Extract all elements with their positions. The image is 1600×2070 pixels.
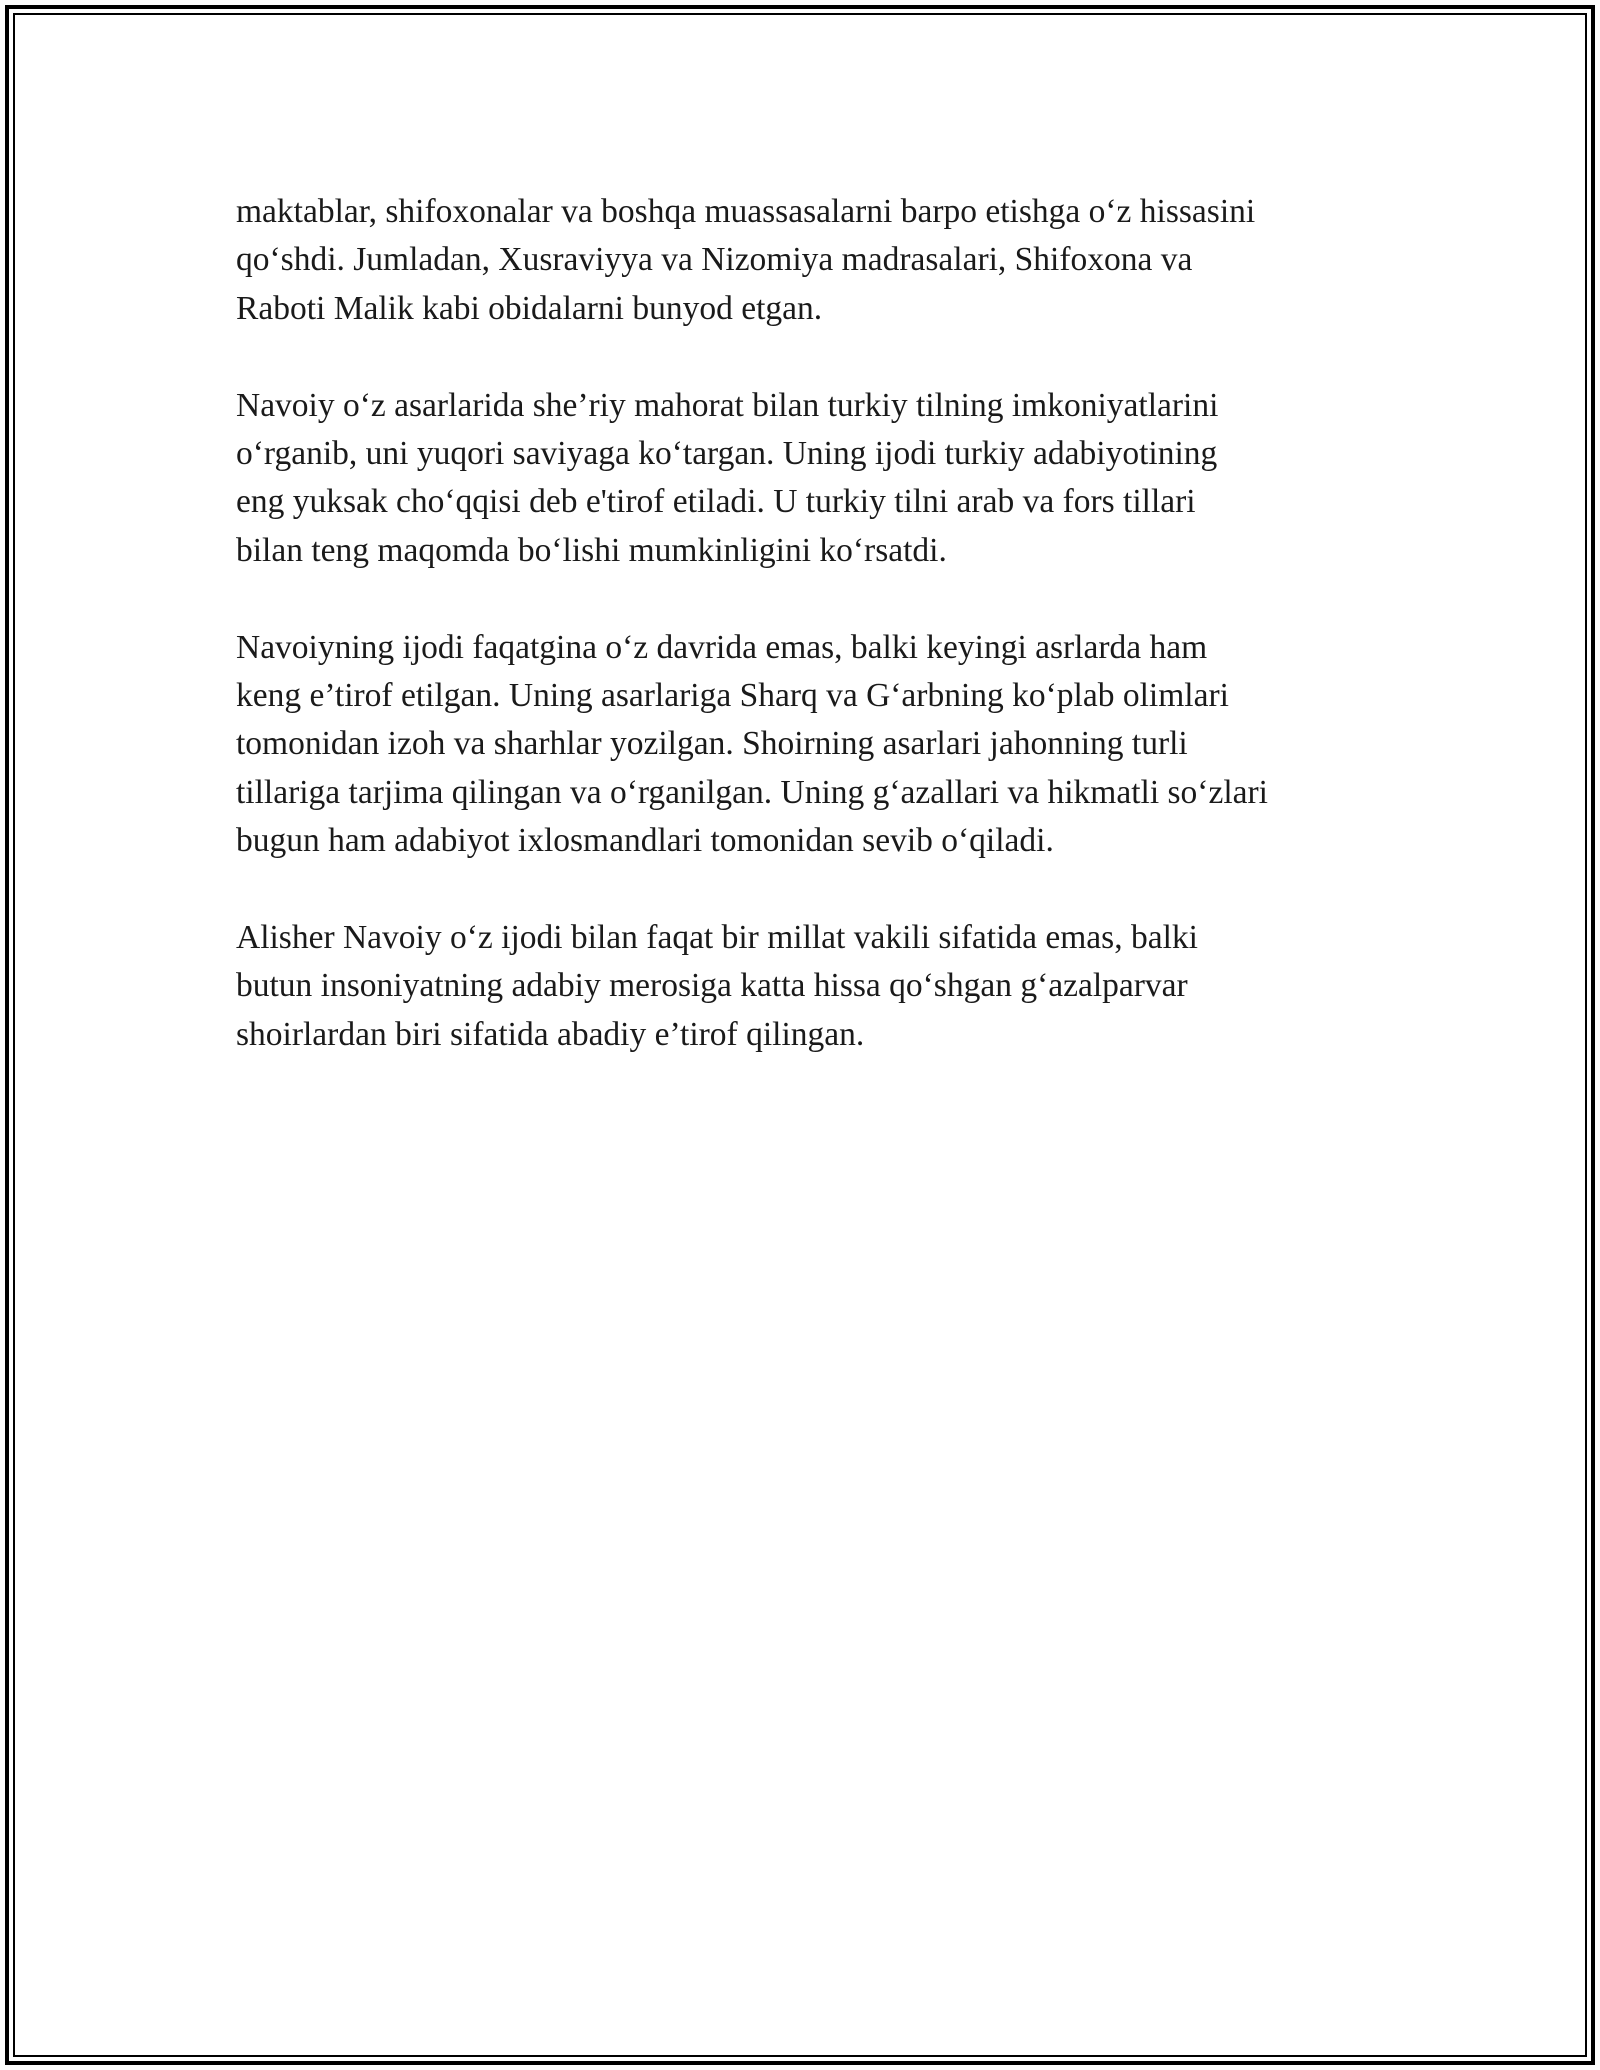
text-line: Alisher Navoiy o‘z ijodi bilan faqat bir millat vakili sifatida emas, balki bbox=[236, 919, 1198, 957]
text-line: keng e’tirof etilgan. Uning asarlariga Sharq va G‘arbning ko‘plab olimlari bbox=[236, 677, 1229, 715]
text-line: Navoiyning ijodi faqatgina o‘z davrida emas, balki keyingi asrlarda ham bbox=[236, 628, 1208, 666]
text-line: eng yuksak cho‘qqisi deb e'tirof etiladi. U turkiy tilni arab va fors tillari bbox=[236, 483, 1196, 521]
text-line: bugun ham adabiyot ixlosmandlari tomonidan sevib o‘qiladi. bbox=[236, 822, 1054, 860]
text-line: Navoiy o‘z asarlarida she’riy mahorat bilan turkiy tilning imkoniyatlarini bbox=[236, 386, 1219, 424]
text-line: qo‘shdi. Jumladan, Xusraviyya va Nizomiya madrasalari, Shifoxona va bbox=[236, 241, 1193, 279]
document-body bbox=[236, 188, 1386, 1108]
text-line: tillariga tarjima qilingan va o‘rganilgan. Uning g‘azallari va hikmatli so‘zlari bbox=[236, 773, 1268, 811]
paragraph-3 bbox=[236, 624, 1386, 866]
paragraph-1 bbox=[236, 188, 1386, 333]
text-line: tomonidan izoh va sharhlar yozilgan. Shoirning asarlari jahonning turli bbox=[236, 725, 1188, 763]
text-line: o‘rganib, uni yuqori saviyaga ko‘targan. Uning ijodi turkiy adabiyotining bbox=[236, 435, 1218, 473]
paragraph-2 bbox=[236, 382, 1386, 576]
paragraph-4 bbox=[236, 914, 1386, 1059]
text-line: bilan teng maqomda bo‘lishi mumkinligini ko‘rsatdi. bbox=[236, 531, 947, 569]
text-line: Raboti Malik kabi obidalarni bunyod etgan. bbox=[236, 289, 823, 327]
text-line: shoirlardan biri sifatida abadiy e’tirof qilingan. bbox=[236, 1015, 865, 1053]
text-line: maktablar, shifoxonalar va boshqa muassasalarni barpo etishga o‘z hissasini bbox=[236, 193, 1256, 230]
text-line: butun insoniyatning adabiy merosiga katta hissa qo‘shgan g‘azalparvar bbox=[236, 967, 1188, 1005]
